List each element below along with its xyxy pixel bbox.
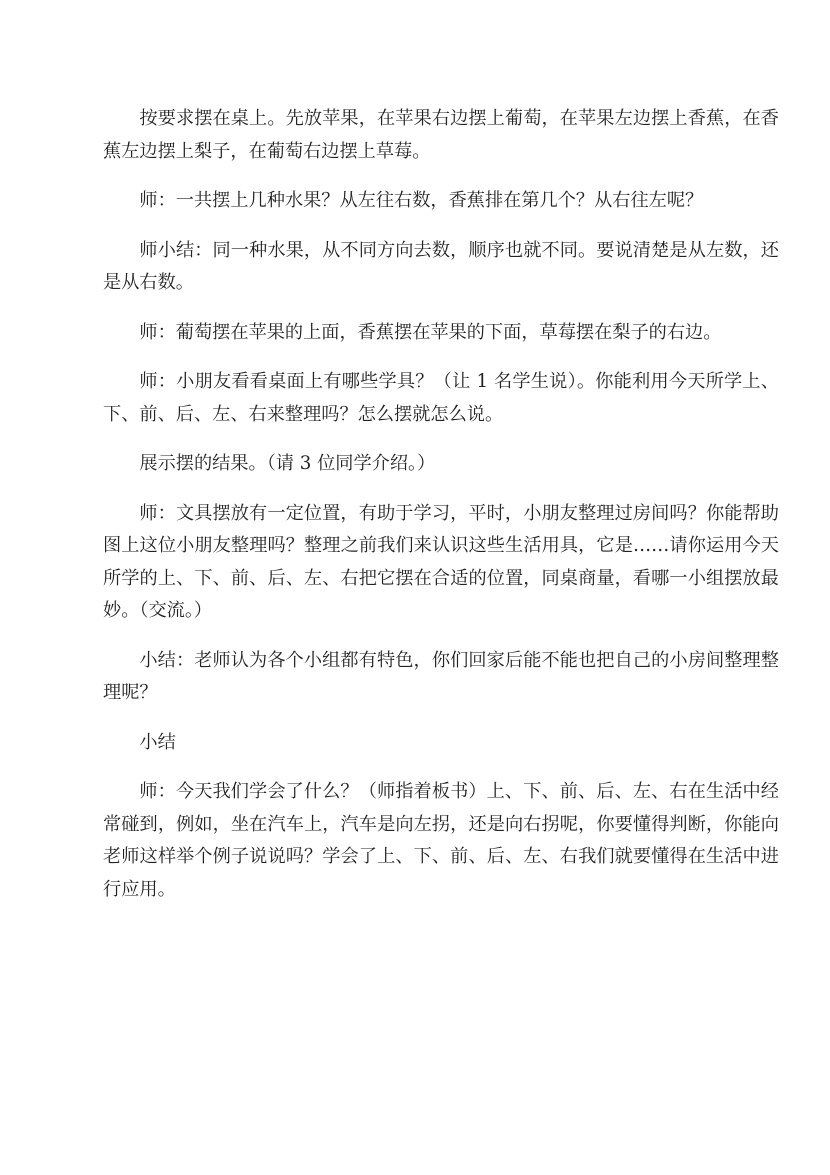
paragraph: 师：小朋友看看桌面上有哪些学具？（让 1 名学生说）。你能利用今天所学上、下、前、后、左、右来整理吗？怎么摆就怎么说。 <box>103 371 779 425</box>
document-body <box>103 103 779 923</box>
paragraph: 小结：老师认为各个小组都有特色，你们回家后能不能也把自己的小房间整理整理呢？ <box>103 649 779 703</box>
paragraph: 师小结：同一种水果，从不同方向去数，顺序也就不同。要说清楚是从左数，还是从右数。 <box>103 239 779 293</box>
paragraph: 师：一共摆上几种水果？从左往右数，香蕉排在第几个？从右往左呢？ <box>139 190 704 211</box>
paragraph: 展示摆的结果。（请 3 位同学介绍。） <box>139 453 436 474</box>
paragraph: 按要求摆在桌上。先放苹果，在苹果右边摆上葡萄，在苹果左边摆上香蕉，在香蕉左边摆上梨子，在葡萄右边摆上草莓。 <box>103 108 779 162</box>
paragraph: 师：葡萄摆在苹果的上面，香蕉摆在苹果的下面，草莓摆在梨子的右边。 <box>139 321 722 343</box>
paragraph: 师：文具摆放有一定位置，有助于学习，平时，小朋友整理过房间吗？你能帮助图上这位小朋友整理吗？整理之前我们来认识这些生活用具，它是……请你运用今天所学的上、下、前、后、左、右把它摆在合适的位置，同桌商量，看哪一小组摆放最妙。（交流。） <box>103 502 779 621</box>
section-heading: 小结 <box>139 731 176 753</box>
paragraph: 师：今天我们学会了什么？（师指着板书）上、下、前、后、左、右在生活中经常碰到，例如，坐在汽车上，汽车是向左拐，还是向右拐呢，你要懂得判断，你能向老师这样举个例子说说吗？学会了上、下、前、后、左、右我们就要懂得在生活中进行应用。 <box>103 781 779 900</box>
